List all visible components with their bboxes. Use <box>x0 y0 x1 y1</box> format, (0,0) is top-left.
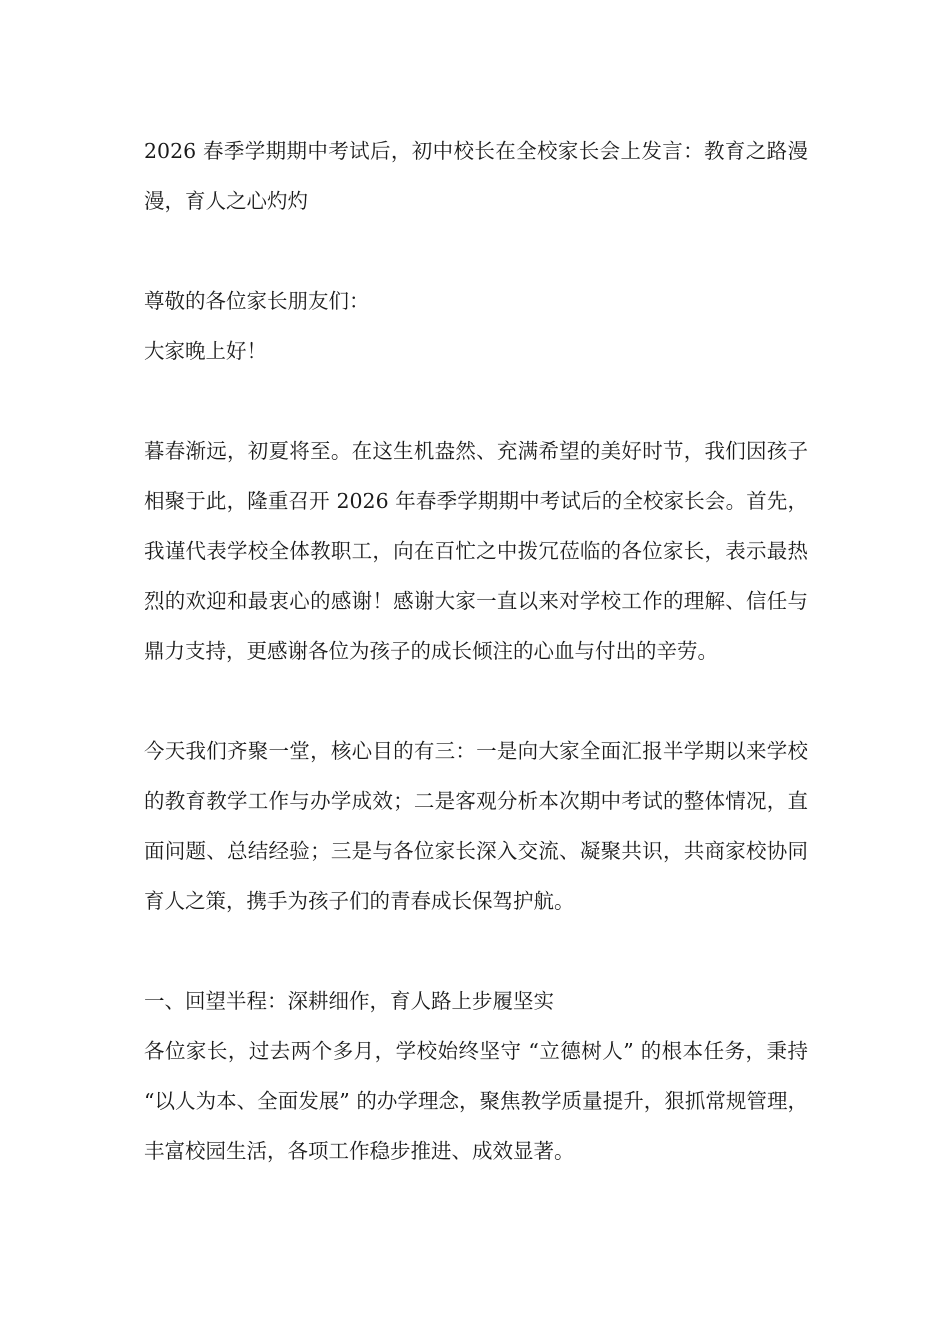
blank-line <box>144 676 808 726</box>
section-heading: 一、回望半程：深耕细作，育人路上步履坚实 <box>144 989 554 1013</box>
paragraph-welcome: 暮春渐远，初夏将至。在这生机盎然、充满希望的美好时节，我们因孩子相聚于此，隆重召开 2026 年春季学期期中考试后的全校家长会。首先，我谨代表学校全体教职工，向在百忙之中拨冗莅临的各位家长，表示最热烈的欢迎和最衷心的感谢！感谢大家一直以来对学校工作的理解、信任与鼎力支持，更感谢各位为孩子的成长倾注的心血与付出的辛劳。 <box>144 439 808 663</box>
paragraph-purpose: 今天我们齐聚一堂，核心目的有三：一是向大家全面汇报半学期以来学校的教育教学工作与办学成效；二是客观分析本次期中考试的整体情况，直面问题、总结经验；三是与各位家长深入交流、凝聚共识，共商家校协同育人之策，携手为孩子们的青春成长保驾护航。 <box>144 739 808 913</box>
document-body <box>144 126 808 1176</box>
greeting: 大家晚上好！ <box>144 339 267 363</box>
salutation: 尊敬的各位家长朋友们： <box>144 289 370 313</box>
blank-line <box>144 226 808 276</box>
paragraph-review: 各位家长，过去两个多月，学校始终坚守 “立德树人” 的根本任务，秉持 “以人为本、全面发展” 的办学理念，聚焦教学质量提升，狠抓常规管理，丰富校园生活，各项工作稳步推进、成效显著。 <box>144 1039 808 1163</box>
blank-line <box>144 926 808 976</box>
blank-line <box>144 376 808 426</box>
document-title: 2026 春季学期期中考试后，初中校长在全校家长会上发言：教育之路漫漫，育人之心灼灼 <box>144 139 808 213</box>
